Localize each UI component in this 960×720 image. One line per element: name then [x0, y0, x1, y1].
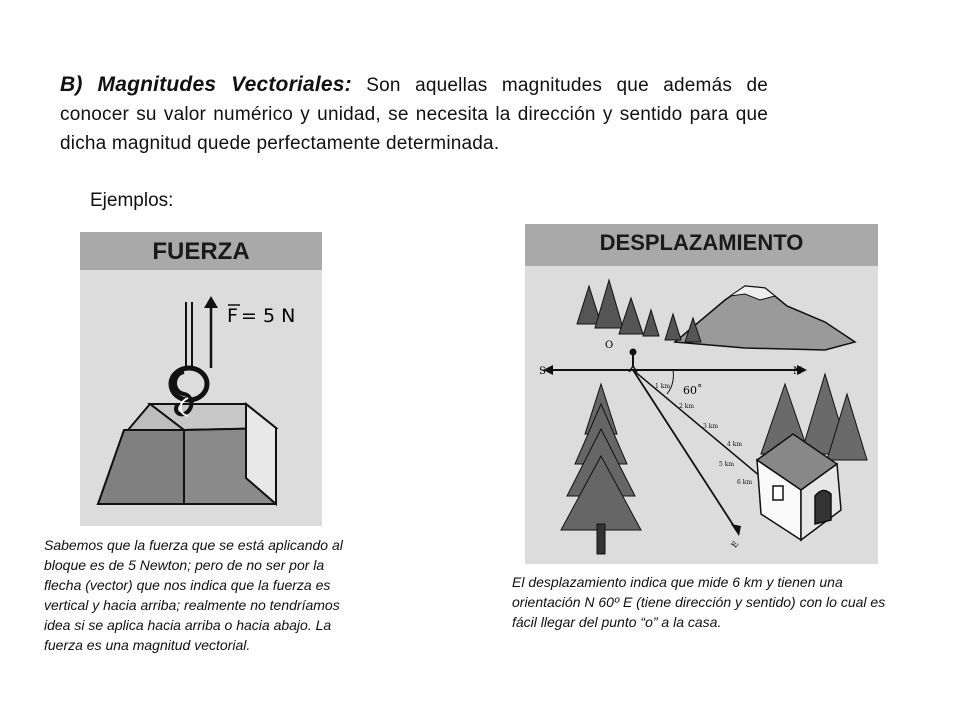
intro-lead: B) Magnitudes Vectoriales:: [60, 73, 352, 96]
force-arrow-icon: [204, 296, 218, 308]
intro-paragraph: [60, 70, 768, 158]
km-mark: 3 km: [703, 423, 719, 430]
end-label: E: [729, 539, 741, 550]
caption-fuerza: Sabemos que la fuerza que se está aplicando al bloque es de 5 Newton; pero de no ser por la flecha (vector) que nos indica que la fuerza es vertical y hacia arriba; realmente no tendríamos idea si se aplica hacia arriba o hacia abajo. La fuerza es una magnitud vectorial.: [44, 537, 343, 653]
west-label: S: [539, 366, 546, 377]
formula-symbol: F: [227, 305, 238, 327]
east-label: N: [793, 366, 802, 377]
km-mark: 5 km: [719, 461, 735, 468]
block-front-face: [98, 430, 184, 504]
desplazamiento-illustration: [525, 224, 878, 564]
km-mark: 6 km: [737, 479, 753, 486]
formula-equals: = 5 N: [241, 305, 296, 327]
trees-top-icon: [577, 280, 701, 342]
pine-tree-icon: [561, 384, 641, 554]
km-mark: 2 km: [679, 403, 695, 410]
km-mark: 1 km: [655, 383, 671, 390]
person-icon: [629, 349, 637, 372]
desplazamiento-panel: [525, 224, 878, 564]
intro-body: Son aquellas magnitudes que además de conocer su valor numérico y unidad, se necesita la dirección y sentido para que dicha magnitud quede perfectamente determinada.: [60, 75, 768, 154]
fuerza-panel: [80, 232, 322, 526]
fuerza-title: FUERZA: [80, 232, 322, 270]
examples-label: Ejemplos:: [90, 190, 174, 211]
desplazamiento-title: DESPLAZAMIENTO: [525, 224, 878, 266]
fuerza-illustration: [80, 232, 322, 526]
origin-label: O: [605, 340, 614, 351]
caption-desplazamiento: El desplazamiento indica que mide 6 km y tienen una orientación N 60º E (tiene dirección y sentido) con lo cual es fácil llegar del punto “o” a la casa.: [512, 574, 886, 630]
angle-label: 60˚: [683, 384, 703, 397]
km-mark: 4 km: [727, 441, 743, 448]
